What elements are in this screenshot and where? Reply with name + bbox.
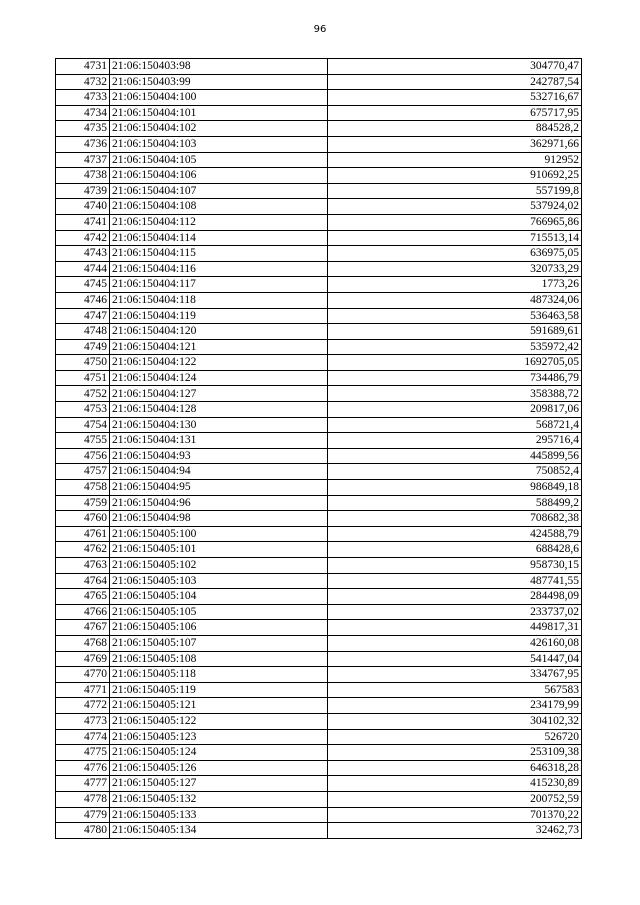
row-number-cell: 4753 <box>56 402 110 418</box>
value-cell: 526720 <box>328 729 582 745</box>
value-cell: 588499,2 <box>328 495 582 511</box>
value-cell: 591689,61 <box>328 324 582 340</box>
value-cell: 688428,6 <box>328 542 582 558</box>
value-cell: 567583 <box>328 682 582 698</box>
table-row <box>56 74 582 90</box>
table-row <box>56 635 582 651</box>
row-number-cell: 4740 <box>56 199 110 215</box>
row-number-cell: 4736 <box>56 136 110 152</box>
value-cell: 426160,08 <box>328 635 582 651</box>
value-cell: 1773,26 <box>328 277 582 293</box>
table-row <box>56 745 582 761</box>
cadastral-number-cell: 21:06:150405:122 <box>110 713 328 729</box>
value-cell: 234179,99 <box>328 698 582 714</box>
table-row <box>56 651 582 667</box>
table-row <box>56 214 582 230</box>
row-number-cell: 4761 <box>56 526 110 542</box>
cadastral-number-cell: 21:06:150405:104 <box>110 589 328 605</box>
value-cell: 304770,47 <box>328 59 582 75</box>
cadastral-number-cell: 21:06:150404:117 <box>110 277 328 293</box>
row-number-cell: 4779 <box>56 807 110 823</box>
row-number-cell: 4750 <box>56 355 110 371</box>
value-cell: 320733,29 <box>328 261 582 277</box>
value-cell: 1692705,05 <box>328 355 582 371</box>
row-number-cell: 4759 <box>56 495 110 511</box>
cadastral-number-cell: 21:06:150404:124 <box>110 370 328 386</box>
cadastral-number-cell: 21:06:150404:108 <box>110 199 328 215</box>
table-row <box>56 136 582 152</box>
row-number-cell: 4743 <box>56 246 110 262</box>
value-cell: 200752,59 <box>328 791 582 807</box>
table-row <box>56 339 582 355</box>
row-number-cell: 4738 <box>56 168 110 184</box>
cadastral-number-cell: 21:06:150405:132 <box>110 791 328 807</box>
table-row <box>56 589 582 605</box>
value-cell: 910692,25 <box>328 168 582 184</box>
cadastral-number-cell: 21:06:150404:93 <box>110 448 328 464</box>
table-row <box>56 90 582 106</box>
value-cell: 445899,56 <box>328 448 582 464</box>
row-number-cell: 4776 <box>56 760 110 776</box>
table-row <box>56 433 582 449</box>
cadastral-number-cell: 21:06:150405:106 <box>110 620 328 636</box>
value-cell: 358388,72 <box>328 386 582 402</box>
table-row <box>56 121 582 137</box>
table-row <box>56 682 582 698</box>
cadastral-number-cell: 21:06:150404:107 <box>110 183 328 199</box>
row-number-cell: 4745 <box>56 277 110 293</box>
table-row <box>56 480 582 496</box>
table-row <box>56 370 582 386</box>
row-number-cell: 4731 <box>56 59 110 75</box>
table-row <box>56 230 582 246</box>
cadastral-number-cell: 21:06:150404:94 <box>110 464 328 480</box>
cadastral-number-cell: 21:06:150403:98 <box>110 59 328 75</box>
table-row <box>56 246 582 262</box>
cadastral-number-cell: 21:06:150403:99 <box>110 74 328 90</box>
value-cell: 541447,04 <box>328 651 582 667</box>
cadastral-number-cell: 21:06:150404:100 <box>110 90 328 106</box>
value-cell: 568721,4 <box>328 417 582 433</box>
cadastral-number-cell: 21:06:150405:105 <box>110 604 328 620</box>
cadastral-number-cell: 21:06:150405:118 <box>110 667 328 683</box>
row-number-cell: 4772 <box>56 698 110 714</box>
table-row <box>56 729 582 745</box>
table-row <box>56 495 582 511</box>
cadastral-number-cell: 21:06:150404:115 <box>110 246 328 262</box>
value-cell: 708682,38 <box>328 511 582 527</box>
cadastral-number-cell: 21:06:150405:134 <box>110 823 328 839</box>
value-cell: 646318,28 <box>328 760 582 776</box>
value-cell: 295716,4 <box>328 433 582 449</box>
value-cell: 487324,06 <box>328 292 582 308</box>
value-cell: 701370,22 <box>328 807 582 823</box>
row-number-cell: 4765 <box>56 589 110 605</box>
table-row <box>56 791 582 807</box>
value-cell: 424588,79 <box>328 526 582 542</box>
table-row <box>56 713 582 729</box>
row-number-cell: 4732 <box>56 74 110 90</box>
cadastral-number-cell: 21:06:150404:105 <box>110 152 328 168</box>
data-table <box>55 58 582 839</box>
table-row <box>56 620 582 636</box>
cadastral-number-cell: 21:06:150404:102 <box>110 121 328 137</box>
value-cell: 636975,05 <box>328 246 582 262</box>
value-cell: 750852,4 <box>328 464 582 480</box>
cadastral-number-cell: 21:06:150405:121 <box>110 698 328 714</box>
table-body <box>56 59 582 839</box>
cadastral-number-cell: 21:06:150404:101 <box>110 105 328 121</box>
cadastral-number-cell: 21:06:150404:103 <box>110 136 328 152</box>
table-row <box>56 355 582 371</box>
cadastral-number-cell: 21:06:150404:96 <box>110 495 328 511</box>
cadastral-number-cell: 21:06:150404:122 <box>110 355 328 371</box>
table-row <box>56 417 582 433</box>
table-row <box>56 199 582 215</box>
cadastral-number-cell: 21:06:150404:98 <box>110 511 328 527</box>
row-number-cell: 4758 <box>56 480 110 496</box>
row-number-cell: 4773 <box>56 713 110 729</box>
table-row <box>56 776 582 792</box>
value-cell: 715513,14 <box>328 230 582 246</box>
table-row <box>56 261 582 277</box>
value-cell: 253109,38 <box>328 745 582 761</box>
value-cell: 912952 <box>328 152 582 168</box>
table-row <box>56 760 582 776</box>
row-number-cell: 4746 <box>56 292 110 308</box>
cadastral-number-cell: 21:06:150405:127 <box>110 776 328 792</box>
cadastral-number-cell: 21:06:150405:133 <box>110 807 328 823</box>
row-number-cell: 4766 <box>56 604 110 620</box>
cadastral-number-cell: 21:06:150405:101 <box>110 542 328 558</box>
value-cell: 734486,79 <box>328 370 582 386</box>
cadastral-number-cell: 21:06:150405:108 <box>110 651 328 667</box>
row-number-cell: 4741 <box>56 214 110 230</box>
value-cell: 284498,09 <box>328 589 582 605</box>
row-number-cell: 4763 <box>56 558 110 574</box>
row-number-cell: 4762 <box>56 542 110 558</box>
value-cell: 449817,31 <box>328 620 582 636</box>
cadastral-number-cell: 21:06:150404:127 <box>110 386 328 402</box>
value-cell: 535972,42 <box>328 339 582 355</box>
row-number-cell: 4778 <box>56 791 110 807</box>
table-row <box>56 277 582 293</box>
row-number-cell: 4749 <box>56 339 110 355</box>
cadastral-number-cell: 21:06:150404:128 <box>110 402 328 418</box>
value-cell: 304102,32 <box>328 713 582 729</box>
table-row <box>56 183 582 199</box>
row-number-cell: 4748 <box>56 324 110 340</box>
value-cell: 675717,95 <box>328 105 582 121</box>
row-number-cell: 4757 <box>56 464 110 480</box>
table-row <box>56 402 582 418</box>
cadastral-number-cell: 21:06:150404:112 <box>110 214 328 230</box>
row-number-cell: 4734 <box>56 105 110 121</box>
row-number-cell: 4733 <box>56 90 110 106</box>
cadastral-number-cell: 21:06:150405:107 <box>110 635 328 651</box>
row-number-cell: 4735 <box>56 121 110 137</box>
table-row <box>56 168 582 184</box>
row-number-cell: 4770 <box>56 667 110 683</box>
cadastral-number-cell: 21:06:150405:102 <box>110 558 328 574</box>
value-cell: 537924,02 <box>328 199 582 215</box>
row-number-cell: 4739 <box>56 183 110 199</box>
table-row <box>56 823 582 839</box>
row-number-cell: 4754 <box>56 417 110 433</box>
value-cell: 242787,54 <box>328 74 582 90</box>
row-number-cell: 4771 <box>56 682 110 698</box>
cadastral-number-cell: 21:06:150405:124 <box>110 745 328 761</box>
table-row <box>56 511 582 527</box>
value-cell: 884528,2 <box>328 121 582 137</box>
row-number-cell: 4780 <box>56 823 110 839</box>
page-number: 96 <box>313 24 327 35</box>
row-number-cell: 4760 <box>56 511 110 527</box>
value-cell: 415230,89 <box>328 776 582 792</box>
row-number-cell: 4755 <box>56 433 110 449</box>
table-row <box>56 324 582 340</box>
row-number-cell: 4769 <box>56 651 110 667</box>
value-cell: 536463,58 <box>328 308 582 324</box>
table-row <box>56 667 582 683</box>
cadastral-number-cell: 21:06:150404:131 <box>110 433 328 449</box>
cadastral-number-cell: 21:06:150404:114 <box>110 230 328 246</box>
cadastral-number-cell: 21:06:150405:103 <box>110 573 328 589</box>
row-number-cell: 4774 <box>56 729 110 745</box>
table-row <box>56 152 582 168</box>
table-row <box>56 698 582 714</box>
value-cell: 986849,18 <box>328 480 582 496</box>
table-row <box>56 308 582 324</box>
value-cell: 958730,15 <box>328 558 582 574</box>
table-row <box>56 105 582 121</box>
cadastral-number-cell: 21:06:150404:116 <box>110 261 328 277</box>
cadastral-number-cell: 21:06:150404:106 <box>110 168 328 184</box>
value-cell: 766965,86 <box>328 214 582 230</box>
value-cell: 32462,73 <box>328 823 582 839</box>
cadastral-number-cell: 21:06:150404:95 <box>110 480 328 496</box>
value-cell: 557199,8 <box>328 183 582 199</box>
table-row <box>56 292 582 308</box>
value-cell: 487741,55 <box>328 573 582 589</box>
cadastral-number-cell: 21:06:150404:130 <box>110 417 328 433</box>
table-row <box>56 807 582 823</box>
table-row <box>56 542 582 558</box>
table-row <box>56 526 582 542</box>
cadastral-number-cell: 21:06:150404:119 <box>110 308 328 324</box>
row-number-cell: 4742 <box>56 230 110 246</box>
cadastral-number-cell: 21:06:150405:119 <box>110 682 328 698</box>
row-number-cell: 4751 <box>56 370 110 386</box>
table-row <box>56 448 582 464</box>
value-cell: 362971,66 <box>328 136 582 152</box>
row-number-cell: 4777 <box>56 776 110 792</box>
value-cell: 233737,02 <box>328 604 582 620</box>
row-number-cell: 4756 <box>56 448 110 464</box>
cadastral-number-cell: 21:06:150405:100 <box>110 526 328 542</box>
table-row <box>56 59 582 75</box>
row-number-cell: 4737 <box>56 152 110 168</box>
row-number-cell: 4747 <box>56 308 110 324</box>
table-row <box>56 464 582 480</box>
value-cell: 532716,67 <box>328 90 582 106</box>
row-number-cell: 4767 <box>56 620 110 636</box>
row-number-cell: 4752 <box>56 386 110 402</box>
row-number-cell: 4764 <box>56 573 110 589</box>
cadastral-number-cell: 21:06:150405:126 <box>110 760 328 776</box>
value-cell: 209817,06 <box>328 402 582 418</box>
cadastral-number-cell: 21:06:150405:123 <box>110 729 328 745</box>
table-row <box>56 386 582 402</box>
row-number-cell: 4775 <box>56 745 110 761</box>
table-row <box>56 604 582 620</box>
value-cell: 334767,95 <box>328 667 582 683</box>
cadastral-number-cell: 21:06:150404:121 <box>110 339 328 355</box>
cadastral-number-cell: 21:06:150404:120 <box>110 324 328 340</box>
table-row <box>56 573 582 589</box>
row-number-cell: 4744 <box>56 261 110 277</box>
cadastral-number-cell: 21:06:150404:118 <box>110 292 328 308</box>
table-row <box>56 558 582 574</box>
row-number-cell: 4768 <box>56 635 110 651</box>
